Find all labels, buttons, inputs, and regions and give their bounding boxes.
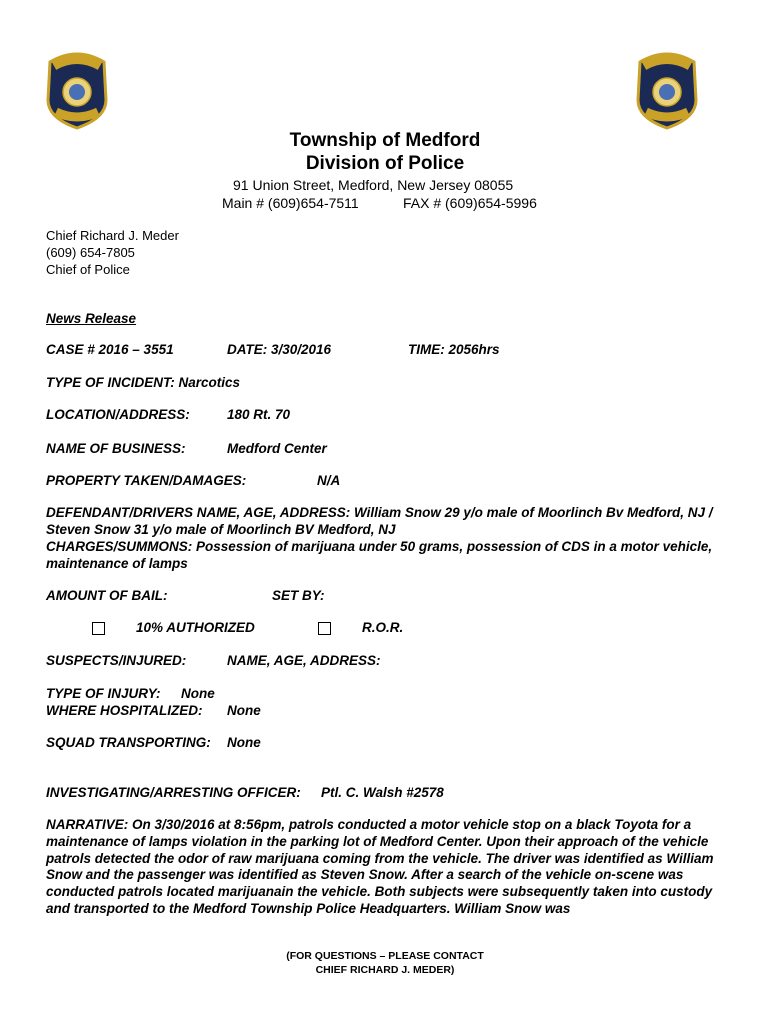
footer-contact-line2: CHIEF RICHARD J. MEDER)	[315, 964, 455, 976]
case-number: CASE # 2016 – 3551	[46, 342, 174, 357]
property-label: PROPERTY TAKEN/DAMAGES:	[46, 473, 247, 488]
header-title-line1: Township of Medford	[289, 130, 481, 151]
squad-value: None	[227, 735, 261, 750]
news-release-heading: News Release	[46, 311, 137, 326]
injury-value: None	[181, 686, 215, 701]
medford-police-badge-left	[44, 48, 110, 130]
chief-title: Chief of Police	[46, 262, 130, 277]
officer-value: Ptl. C. Walsh #2578	[321, 785, 444, 800]
hospital-value: None	[227, 703, 261, 718]
header-title-line2: Division of Police	[305, 153, 465, 174]
suspects-value: NAME, AGE, ADDRESS:	[227, 653, 381, 668]
release-date: DATE: 3/30/2016	[227, 342, 332, 357]
release-time: TIME: 2056hrs	[408, 342, 500, 357]
medford-police-badge-right	[634, 48, 700, 130]
hospital-label: WHERE HOSPITALIZED:	[46, 703, 203, 718]
defendant-info: DEFENDANT/DRIVERS NAME, AGE, ADDRESS: William Snow 29 y/o male of Moorlinch Bv Medford, NJ / Steven Snow 31 y/o male of Moorlinch BV Medford, NJ	[46, 505, 713, 537]
injury-label: TYPE OF INJURY:	[46, 686, 161, 701]
header-address: 91 Union Street, Medford, New Jersey 08055	[233, 177, 514, 193]
officer-label: INVESTIGATING/ARRESTING OFFICER:	[46, 785, 301, 800]
header-fax: FAX # (609)654-5996	[403, 195, 537, 211]
business-label: NAME OF BUSINESS:	[46, 441, 186, 456]
business-value: Medford Center	[227, 441, 327, 456]
ror-checkbox[interactable]	[318, 622, 331, 635]
authorized-label: 10% AUTHORIZED	[136, 620, 255, 635]
authorized-checkbox[interactable]	[92, 622, 105, 635]
charges-info: CHARGES/SUMMONS: Possession of marijuana under 50 grams, possession of CDS in a motor vehicle, maintenance of lamps	[46, 539, 713, 571]
bail-label: AMOUNT OF BAIL:	[46, 588, 168, 603]
location-value: 180 Rt. 70	[227, 407, 291, 422]
location-label: LOCATION/ADDRESS:	[46, 407, 190, 422]
squad-label: SQUAD TRANSPORTING:	[46, 735, 211, 750]
property-value: N/A	[317, 473, 341, 488]
chief-name: Chief Richard J. Meder	[46, 228, 179, 243]
suspects-label: SUSPECTS/INJURED:	[46, 653, 187, 668]
header-main-phone: Main # (609)654-7511	[222, 195, 359, 211]
narrative: NARRATIVE: On 3/30/2016 at 8:56pm, patrols conducted a motor vehicle stop on a black Toyota for a maintenance of lamps violation in the parking lot of Medford Center. Upon their approach of the vehicle patrols detected the odor of raw marijuana coming from the vehicle. The driver was identified as William Snow and the passenger was identified as Steven Snow. After a search of the vehicle on-scene was conducted patrols located marijuanain the vehicle. Both subjects were subsequently taken into custody and transported to the Medford Township Police Headquarters. William Snow was	[46, 817, 714, 916]
footer-contact-line1: (FOR QUESTIONS – PLEASE CONTACT	[286, 950, 484, 962]
set-by-label: SET BY:	[272, 588, 325, 603]
chief-phone: (609) 654-7805	[46, 245, 135, 260]
incident-type: TYPE OF INCIDENT: Narcotics	[46, 375, 241, 390]
ror-label: R.O.R.	[362, 620, 404, 635]
